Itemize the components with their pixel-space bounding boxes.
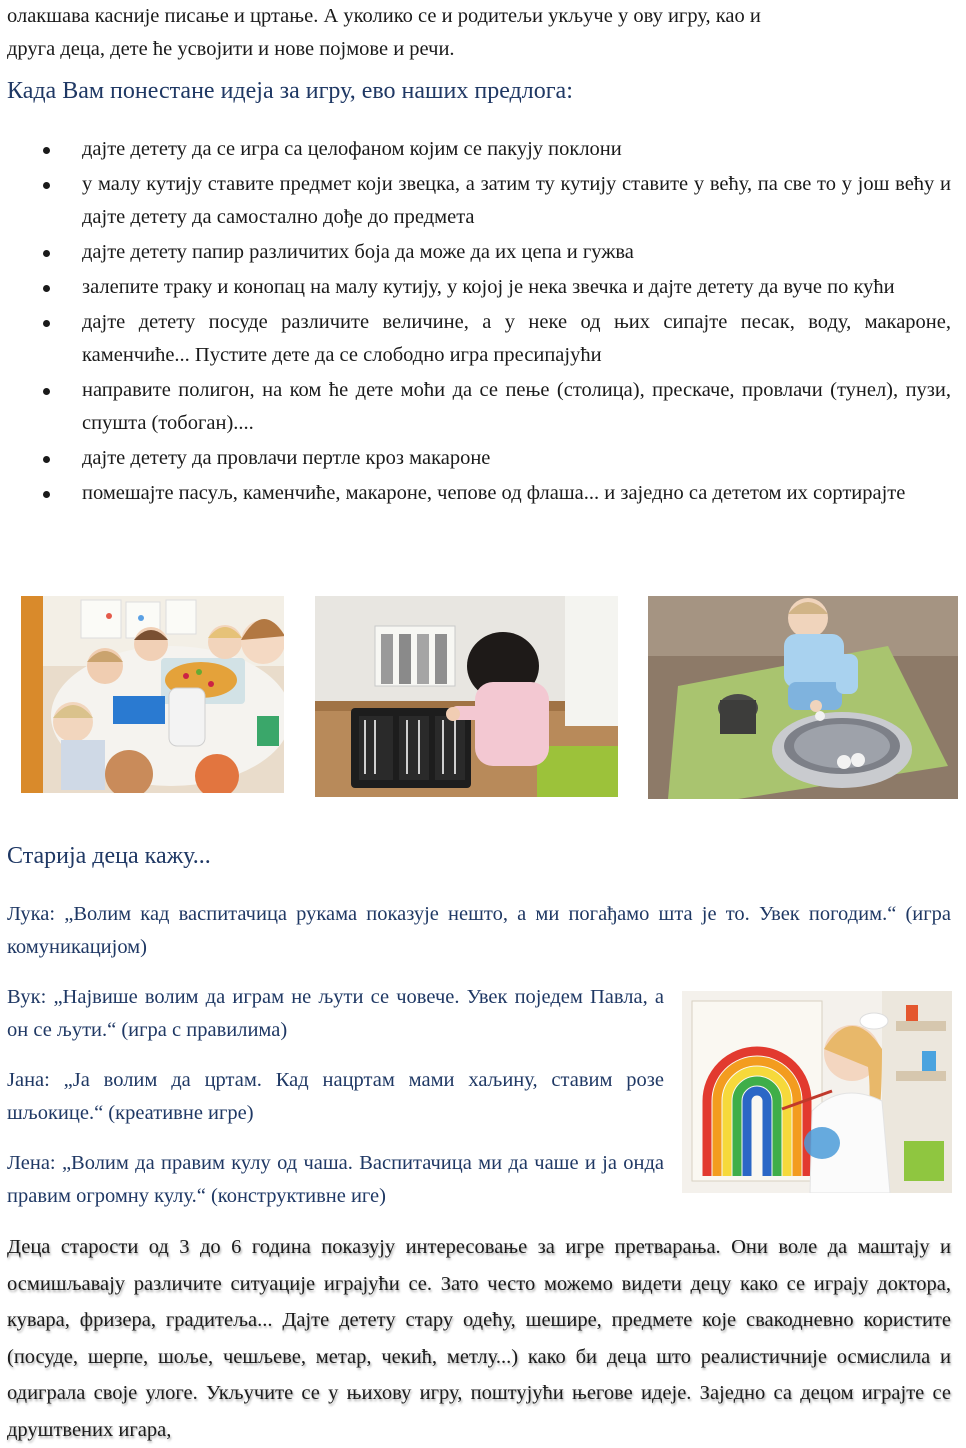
list-item: дајте детету папир различитих боја да може да их цепа и гужва [7,236,951,269]
quote-luka: Лука: „Волим кад васпитачица рукама показује нешто, а ми погађамо шта је то. Увек погодим.“ (игра комуникацијом) [7,903,951,958]
list-item: залепите траку и конопац на малу кутију, у којој је нека звечка и дајте детету да вуче по кући [7,271,951,304]
suggestions-heading: Када Вам понестане идеја за игру, ево наших предлога: [7,78,573,104]
bullet-icon [43,491,50,498]
intro-line-1: олакшава касније писање и цртање. А уколико се и родитељи укључе у ову игру, као и [7,5,761,27]
older-children-heading: Старија деца кажу... [7,843,211,869]
photo-children-sorting-table [21,596,284,793]
quote-lena: Лена: „Волим да правим кулу од чаша. Васпитачица ми да чаше и ја онда правим огромну кулу.“ (конструктивне иге) [7,1152,664,1207]
closing-paragraph: Деца старости од 3 до 6 година показују интересовање за игре претварања. Они воле да маштају и осмишљавају различите ситуације играјући се. Зато често можемо видети децу како се играју доктора, кувара, фризера, градитеља... Дајте детету стару одећу, шешире, предмете које свакодневно користите (посуде, шерпе, шоље, чешљеве, метар, чекић, метлу...) како би деца што реалистичније осмислила и одиграла своје улоге. Укључите се у њихову игру, поштујући његове идеје. Заједно са децом играјте се друштвених игара, [7,1236,951,1441]
intro-line-2: друга деца, дете ће усвојити и нове појмове и речи. [7,38,455,60]
bullet-icon [43,182,50,189]
photo-child-with-bowl [648,596,958,799]
photo-girl-sorting-cutlery [315,596,618,797]
bullet-icon [43,320,50,327]
bullet-icon [43,250,50,257]
photo-girl-painting-rainbow [682,991,952,1193]
document-page [7,0,951,1441]
list-item: дајте детету да провлачи пертле кроз макароне [7,442,951,475]
intro-paragraph [7,0,951,66]
list-item: у малу кутију ставите предмет који звецка, а затим ту кутију ставите у већу, па све то у још већу и дајте детету да самостално дође до предмета [7,168,951,234]
list-item: дајте детету да се игра са целофаном којим се пакују поклони [7,133,951,166]
quote-jana: Јана: „Ја волим да цртам. Кад нацртам мами хаљину, ставим розе шљокице.“ (креативне игре) [7,1069,664,1124]
bullet-icon [43,456,50,463]
list-item: направите полигон, на ком ће дете моћи да се пење (столица), прескаче, провлачи (тунел), пузи, спушта (тобоган).... [7,374,951,440]
bullet-icon [43,285,50,292]
suggestions-list [7,133,951,512]
bullet-icon [43,388,50,395]
list-item: помешајте пасуљ, каменчиће, макароне, чепове од флаша... и заједно са дететом их сортирајте [7,477,951,510]
quote-vuk: Вук: „Највише волим да играм не љути се човече. Увек поједем Павла, а он се љути.“ (игра с правилима) [7,986,664,1041]
list-item: дајте детету посуде различите величине, а у неке од њих сипајте песак, воду, макароне, каменчиће... Пустите дете да се слободно игра пресипајући [7,306,951,372]
bullet-icon [43,147,50,154]
